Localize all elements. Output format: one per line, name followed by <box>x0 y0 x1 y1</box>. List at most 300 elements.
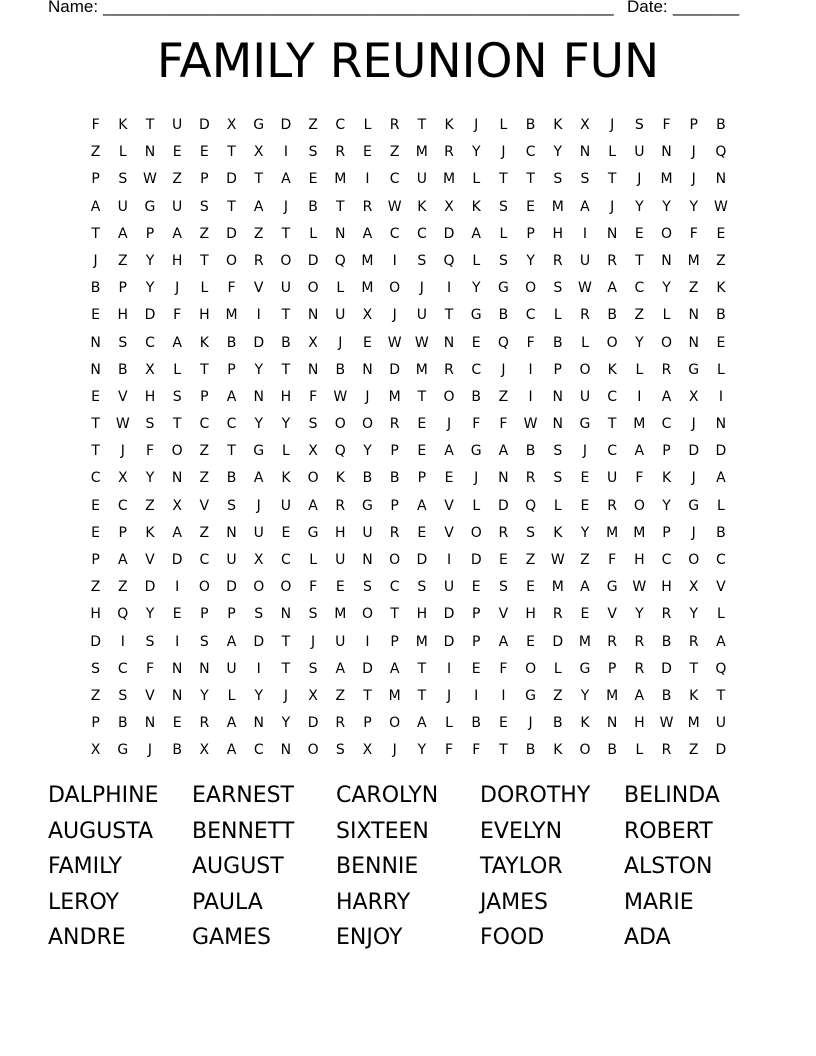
grid-letter: I <box>365 171 370 188</box>
grid-letter: A <box>634 687 645 704</box>
grid-row <box>82 629 735 656</box>
grid-letter: P <box>200 388 209 405</box>
grid-letter: O <box>443 388 455 405</box>
grid-letter: C <box>661 552 672 568</box>
grid-letter: Z <box>525 552 536 568</box>
grid-letter: M <box>334 606 347 623</box>
grid-letter: A <box>226 742 237 759</box>
grid-letter: N <box>661 252 672 269</box>
grid-letter: A <box>634 443 645 460</box>
grid-letter: J <box>283 687 288 704</box>
grid-letter: M <box>415 361 428 378</box>
grid-letter: C <box>661 416 672 433</box>
grid-letter: A <box>417 715 427 732</box>
grid-letter: N <box>579 144 591 161</box>
grid-letter: P <box>390 633 399 650</box>
grid-letter: T <box>254 171 263 188</box>
grid-letter: T <box>417 660 427 677</box>
grid-letter: O <box>307 470 319 487</box>
grid-letter: A <box>172 225 182 242</box>
grid-letter: E <box>580 606 590 623</box>
grid-letter: S <box>553 280 563 297</box>
grid-letter: H <box>117 307 129 324</box>
grid-letter: L <box>282 443 290 460</box>
grid-letter: T <box>635 252 644 269</box>
grid-letter: I <box>501 687 506 704</box>
word-list-item: ANDRE <box>48 925 126 950</box>
grid-letter: V <box>444 497 454 514</box>
grid-letter: X <box>308 443 318 460</box>
word-list-item: LEROY <box>48 889 119 915</box>
grid-letter: J <box>474 117 479 133</box>
grid-letter: A <box>226 388 237 405</box>
grid-row <box>82 601 735 628</box>
grid-letter: H <box>144 388 156 405</box>
grid-row <box>82 683 735 710</box>
grid-row <box>82 112 735 139</box>
grid-letter: F <box>173 307 182 324</box>
grid-letter: S <box>580 171 590 188</box>
grid-letter: T <box>281 633 291 650</box>
grid-letter: N <box>307 307 319 324</box>
grid-letter: N <box>715 171 727 188</box>
grid-letter: R <box>661 742 672 759</box>
grid-letter: D <box>280 117 292 133</box>
grid-letter: F <box>499 660 508 677</box>
word-list-item: BENNETT <box>192 818 295 844</box>
grid-letter: C <box>607 388 618 405</box>
grid-letter: E <box>634 225 644 242</box>
grid-letter: L <box>309 552 317 568</box>
grid-letter: V <box>199 497 210 514</box>
grid-letter: L <box>200 280 209 297</box>
grid-letter: G <box>525 687 537 704</box>
grid-letter: Q <box>715 660 727 677</box>
grid-letter: Q <box>443 252 455 269</box>
grid-row <box>82 465 735 492</box>
grid-letter: R <box>607 633 618 650</box>
grid-letter: B <box>607 742 617 759</box>
grid-row <box>82 384 735 411</box>
grid-letter: J <box>691 144 696 161</box>
grid-letter: J <box>691 470 696 487</box>
grid-letter: W <box>387 334 402 351</box>
grid-letter: Q <box>334 443 346 460</box>
grid-letter: E <box>498 715 508 732</box>
grid-letter: B <box>716 307 726 324</box>
grid-letter: N <box>253 388 264 405</box>
grid-letter: H <box>416 606 428 623</box>
grid-letter: N <box>498 470 509 487</box>
grid-letter: Y <box>662 497 671 514</box>
grid-letter: H <box>335 524 346 541</box>
word-list-item: DOROTHY <box>480 783 591 808</box>
grid-letter: X <box>688 388 699 405</box>
grid-letter: E <box>526 633 536 650</box>
grid-letter: E <box>199 144 209 161</box>
grid-letter: L <box>553 660 562 677</box>
grid-letter: E <box>526 198 536 215</box>
grid-row <box>82 520 735 547</box>
grid-letter: U <box>172 117 183 133</box>
word-list-row <box>48 922 768 958</box>
grid-letter: I <box>446 280 452 297</box>
grid-letter: Q <box>525 497 537 514</box>
grid-letter: E <box>335 579 345 596</box>
grid-letter: O <box>334 416 346 433</box>
grid-letter: M <box>551 198 564 215</box>
grid-letter: T <box>281 225 291 242</box>
grid-letter: O <box>280 579 292 596</box>
grid-letter: L <box>336 280 345 297</box>
grid-letter: U <box>253 524 264 541</box>
grid-letter: H <box>171 252 183 269</box>
grid-row <box>82 710 735 737</box>
grid-letter: L <box>717 606 725 623</box>
grid-letter: W <box>143 171 157 188</box>
grid-letter: M <box>388 388 401 405</box>
grid-letter: W <box>523 416 538 433</box>
grid-letter: B <box>281 334 291 351</box>
grid-letter: E <box>172 606 182 623</box>
grid-letter: J <box>582 443 588 460</box>
grid-letter: J <box>256 497 261 514</box>
grid-letter: S <box>363 579 372 596</box>
grid-row <box>82 656 735 683</box>
grid-letter: B <box>716 524 726 541</box>
grid-letter: L <box>608 144 617 161</box>
grid-row <box>82 493 735 520</box>
grid-row <box>82 139 735 166</box>
grid-letter: T <box>444 307 454 324</box>
word-list-item: TAYLOR <box>480 854 563 879</box>
grid-letter: S <box>145 633 155 650</box>
grid-letter: D <box>226 225 237 242</box>
grid-letter: T <box>227 443 236 460</box>
grid-letter: X <box>308 687 318 704</box>
grid-letter: D <box>498 497 509 514</box>
grid-letter: M <box>388 687 401 704</box>
grid-letter: N <box>715 416 727 433</box>
grid-letter: T <box>417 687 427 704</box>
grid-letter: Y <box>635 334 644 351</box>
grid-letter: B <box>471 388 482 405</box>
grid-letter: Z <box>117 579 128 596</box>
grid-letter: H <box>525 606 536 623</box>
grid-letter: B <box>716 117 726 133</box>
grid-letter: X <box>117 470 128 487</box>
grid-letter: C <box>634 280 645 297</box>
grid-letter: G <box>253 117 265 133</box>
grid-letter: P <box>526 225 535 242</box>
grid-letter: Z <box>688 280 699 297</box>
grid-letter: F <box>309 388 318 405</box>
grid-letter: J <box>610 198 615 215</box>
grid-letter: O <box>361 606 373 623</box>
grid-letter: L <box>363 117 372 133</box>
grid-letter: S <box>308 606 318 623</box>
grid-letter: Z <box>389 144 400 161</box>
grid-row <box>82 275 735 302</box>
grid-letter: C <box>716 552 726 568</box>
grid-letter: Y <box>200 687 209 704</box>
grid-letter: V <box>607 606 617 623</box>
grid-letter: A <box>117 225 128 242</box>
grid-letter: W <box>659 715 674 732</box>
date-line: _______ <box>673 0 740 16</box>
grid-letter: O <box>470 524 482 541</box>
grid-row <box>82 166 735 193</box>
grid-letter: C <box>607 443 618 460</box>
grid-letter: C <box>281 552 291 568</box>
grid-letter: D <box>416 552 428 568</box>
grid-letter: S <box>308 144 318 161</box>
grid-letter: G <box>579 416 591 433</box>
grid-letter: N <box>144 144 156 161</box>
word-list-item: AUGUSTA <box>48 818 154 844</box>
grid-letter: D <box>253 633 265 650</box>
grid-letter: W <box>550 552 565 568</box>
grid-letter: A <box>172 334 182 351</box>
grid-letter: Y <box>145 280 155 297</box>
grid-letter: U <box>443 579 455 596</box>
grid-letter: A <box>253 470 264 487</box>
grid-letter: U <box>335 633 346 650</box>
grid-letter: C <box>90 470 101 487</box>
grid-letter: Y <box>662 280 671 297</box>
grid-letter: F <box>526 334 535 351</box>
grid-letter: F <box>662 117 671 133</box>
grid-letter: G <box>253 443 265 460</box>
grid-letter: A <box>471 225 481 242</box>
grid-letter: W <box>632 579 647 596</box>
grid-letter: C <box>253 742 264 759</box>
grid-letter: Z <box>552 687 563 704</box>
grid-letter: Y <box>553 144 563 161</box>
grid-letter: O <box>171 443 183 460</box>
word-list-row <box>48 816 768 852</box>
grid-letter: B <box>471 715 482 732</box>
grid-letter: S <box>254 606 264 623</box>
grid-letter: P <box>145 225 155 242</box>
grid-letter: K <box>553 524 563 541</box>
grid-letter: F <box>145 443 154 460</box>
grid-letter: G <box>688 497 700 514</box>
grid-letter: A <box>417 497 427 514</box>
grid-letter: I <box>256 660 261 677</box>
letter-grid <box>82 112 735 765</box>
grid-letter: S <box>199 633 209 650</box>
grid-row <box>82 221 735 248</box>
grid-letter: I <box>392 252 397 269</box>
grid-letter: P <box>91 715 100 732</box>
grid-letter: Y <box>254 687 263 704</box>
grid-letter: S <box>118 334 128 351</box>
grid-letter: C <box>389 171 400 188</box>
grid-letter: R <box>389 416 400 433</box>
word-list-item: FOOD <box>480 925 545 950</box>
grid-letter: U <box>226 660 237 677</box>
grid-letter: R <box>661 606 672 623</box>
grid-letter: L <box>472 497 481 514</box>
grid-letter: E <box>363 144 372 161</box>
grid-letter: N <box>661 144 672 161</box>
grid-letter: D <box>144 307 156 324</box>
grid-letter: T <box>281 361 291 378</box>
grid-letter: E <box>91 497 101 514</box>
grid-letter: B <box>308 198 318 215</box>
grid-letter: B <box>117 715 128 732</box>
grid-letter: P <box>118 280 127 297</box>
grid-letter: L <box>118 144 127 161</box>
grid-letter: M <box>415 144 428 161</box>
grid-letter: L <box>717 361 725 378</box>
grid-letter: V <box>498 606 509 623</box>
grid-letter: X <box>253 552 264 568</box>
grid-letter: Z <box>90 687 101 704</box>
grid-letter: T <box>172 416 182 433</box>
grid-letter: N <box>226 524 237 541</box>
grid-letter: F <box>145 660 154 677</box>
grid-letter: M <box>687 715 700 732</box>
grid-letter: F <box>91 117 100 133</box>
grid-letter: V <box>253 280 264 297</box>
grid-letter: X <box>172 497 182 514</box>
grid-letter: I <box>283 144 288 161</box>
grid-letter: U <box>416 171 427 188</box>
grid-letter: A <box>117 552 128 568</box>
grid-letter: D <box>362 660 373 677</box>
grid-letter: S <box>91 660 101 677</box>
grid-letter: R <box>389 117 400 133</box>
grid-letter: L <box>635 742 644 759</box>
grid-letter: M <box>361 252 374 269</box>
word-list-item: ALSTON <box>624 854 713 879</box>
grid-letter: U <box>416 307 427 324</box>
grid-letter: G <box>688 361 700 378</box>
grid-letter: N <box>362 361 373 378</box>
grid-letter: D <box>715 742 727 759</box>
grid-letter: Q <box>715 144 727 161</box>
grid-letter: T <box>200 361 209 378</box>
grid-letter: A <box>661 388 672 405</box>
grid-letter: R <box>634 633 645 650</box>
grid-letter: Y <box>281 715 291 732</box>
grid-letter: D <box>470 552 482 568</box>
grid-letter: P <box>363 715 372 732</box>
grid-letter: X <box>362 742 373 759</box>
grid-row <box>82 302 735 329</box>
grid-letter: J <box>392 307 397 324</box>
grid-letter: P <box>471 606 481 623</box>
grid-letter: M <box>606 687 619 704</box>
grid-letter: Y <box>526 252 535 269</box>
word-list-item: BENNIE <box>336 854 419 879</box>
word-list-item: ENJOY <box>336 925 403 950</box>
grid-letter: L <box>553 497 562 514</box>
grid-letter: E <box>526 579 536 596</box>
grid-letter: E <box>498 552 508 568</box>
grid-letter: A <box>716 633 726 650</box>
word-list-item: PAULA <box>192 889 263 915</box>
grid-letter: I <box>446 552 452 568</box>
grid-letter: D <box>443 633 455 650</box>
grid-letter: Y <box>145 470 155 487</box>
grid-letter: I <box>120 633 125 650</box>
grid-letter: T <box>607 171 617 188</box>
grid-letter: F <box>635 470 644 487</box>
grid-letter: T <box>227 144 236 161</box>
grid-letter: B <box>607 307 617 324</box>
grid-letter: O <box>579 742 591 759</box>
grid-letter: Y <box>471 280 481 297</box>
grid-letter: U <box>280 497 292 514</box>
grid-letter: Z <box>199 524 210 541</box>
grid-letter: N <box>171 687 183 704</box>
grid-letter: P <box>118 524 127 541</box>
grid-letter: P <box>227 606 236 623</box>
grid-letter: W <box>333 388 348 405</box>
grid-letter: P <box>227 361 236 378</box>
grid-letter: Z <box>498 388 509 405</box>
grid-letter: U <box>335 307 346 324</box>
word-list-item: JAMES <box>480 889 548 915</box>
grid-letter: Y <box>417 742 427 759</box>
grid-letter: E <box>172 715 182 732</box>
word-list-item: EVELYN <box>480 818 563 844</box>
grid-letter: T <box>607 416 617 433</box>
grid-letter: J <box>392 742 397 759</box>
word-list-item: BELINDA <box>624 783 720 808</box>
grid-letter: P <box>200 606 209 623</box>
grid-letter: T <box>91 225 100 242</box>
grid-letter: N <box>90 361 101 378</box>
grid-letter: J <box>501 361 506 378</box>
grid-letter: R <box>661 361 672 378</box>
grid-letter: S <box>498 252 508 269</box>
grid-letter: A <box>498 633 509 650</box>
grid-letter: O <box>389 715 401 732</box>
grid-letter: H <box>634 552 645 568</box>
grid-letter: K <box>145 524 155 541</box>
grid-letter: E <box>91 524 101 541</box>
grid-letter: A <box>498 443 509 460</box>
word-list-row <box>48 887 768 923</box>
grid-letter: C <box>199 416 210 433</box>
grid-letter: A <box>716 470 726 487</box>
grid-letter: V <box>117 388 128 405</box>
grid-letter: A <box>90 198 101 215</box>
grid-letter: N <box>307 361 319 378</box>
name-label: Name: <box>48 0 99 16</box>
grid-letter: D <box>307 715 319 732</box>
grid-letter: V <box>444 524 454 541</box>
grid-letter: Y <box>281 416 291 433</box>
page-title: FAMILY REUNION FUN <box>156 34 660 89</box>
grid-letter: E <box>716 334 726 351</box>
word-list-item: AUGUST <box>192 854 284 879</box>
grid-letter: I <box>365 633 370 650</box>
grid-letter: D <box>198 117 210 133</box>
grid-letter: R <box>552 606 563 623</box>
grid-letter: F <box>499 416 508 433</box>
grid-letter: K <box>580 715 590 732</box>
grid-letter: B <box>525 117 536 133</box>
grid-letter: J <box>474 470 479 487</box>
grid-letter: O <box>606 334 618 351</box>
word-list-item: FAMILY <box>48 854 122 879</box>
grid-letter: T <box>281 307 291 324</box>
